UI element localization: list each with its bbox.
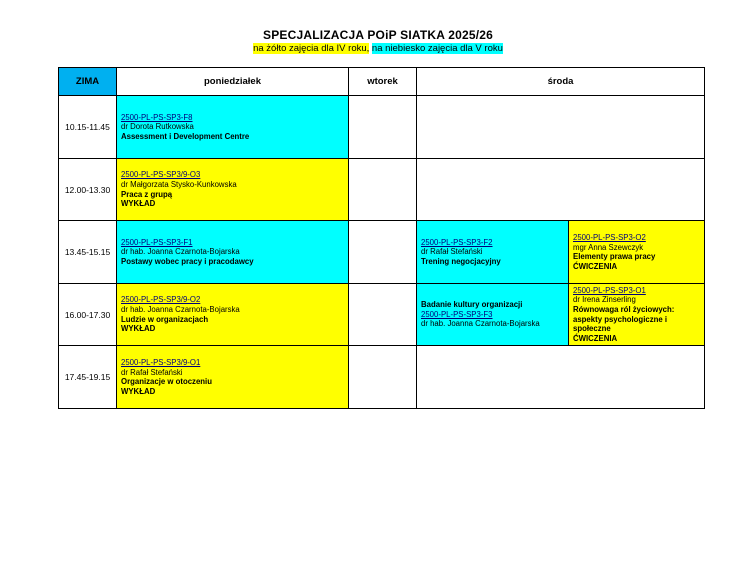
course-code-link[interactable]: 2500-PL-PS-SP3-O2 xyxy=(573,232,646,242)
legend-year4: na żółto zajęcia dla IV roku, xyxy=(253,43,370,54)
time-row xyxy=(59,283,705,346)
class-cell xyxy=(117,221,349,284)
teacher-name: dr Małgorzata Stysko-Kunkowska xyxy=(121,179,237,189)
course-type: ĆWICZENIA xyxy=(573,333,618,343)
teacher-name: dr hab. Joanna Czarnota-Bojarska xyxy=(121,305,240,315)
time-slot: 13.45-15.15 xyxy=(59,221,117,284)
day-header: środa xyxy=(417,68,705,96)
time-slot: 12.00-13.30 xyxy=(59,158,117,221)
class-cell xyxy=(117,96,349,159)
empty-cell xyxy=(349,96,417,159)
class-cell xyxy=(569,283,705,346)
course-code-link[interactable]: 2500-PL-PS-SP3-F3 xyxy=(421,309,493,319)
teacher-name: dr Irena Zinserling xyxy=(573,295,636,305)
empty-cell xyxy=(349,158,417,221)
teacher-name: dr hab. Joanna Czarnota-Bojarska xyxy=(121,247,240,257)
course-code-link[interactable]: 2500-PL-PS-SP3-F8 xyxy=(121,112,193,122)
course-title: Assessment i Development Centre xyxy=(121,131,250,141)
corner-cell: ZIMA xyxy=(59,68,117,96)
legend xyxy=(0,43,756,55)
time-row xyxy=(59,96,705,159)
course-code-link[interactable]: 2500-PL-PS-SP3-F1 xyxy=(121,237,193,247)
time-row xyxy=(59,158,705,221)
class-cell xyxy=(117,346,349,409)
course-type: WYKŁAD xyxy=(121,199,156,209)
legend-year5: na niebiesko zajęcia dla V roku xyxy=(371,43,503,54)
teacher-name: dr Dorota Rutkowska xyxy=(121,122,194,132)
course-title: Równowaga ról życiowych: aspekty psychologiczne i społeczne xyxy=(573,305,675,334)
course-type: WYKŁAD xyxy=(121,324,156,334)
empty-cell xyxy=(349,221,417,284)
course-code-link[interactable]: 2500-PL-PS-SP3-F2 xyxy=(421,237,493,247)
course-title: Postawy wobec pracy i pracodawcy xyxy=(121,256,254,266)
course-code-link[interactable]: 2500-PL-PS-SP3/9-O1 xyxy=(121,358,201,368)
course-code-link[interactable]: 2500-PL-PS-SP3-O1 xyxy=(573,285,646,295)
empty-cell xyxy=(349,346,417,409)
course-type: ĆWICZENIA xyxy=(573,261,618,271)
time-row xyxy=(59,346,705,409)
time-slot: 16.00-17.30 xyxy=(59,283,117,346)
empty-cell xyxy=(417,346,705,409)
course-title: Organizacje w otoczeniu xyxy=(121,377,212,387)
time-slot: 10.15-11.45 xyxy=(59,96,117,159)
course-title: Badanie kultury organizacji xyxy=(421,300,523,310)
empty-cell xyxy=(417,96,705,159)
time-slot: 17.45-19.15 xyxy=(59,346,117,409)
course-title: Ludzie w organizacjach xyxy=(121,314,209,324)
course-title: Praca z grupą xyxy=(121,189,173,199)
teacher-name: dr hab. Joanna Czarnota-Bojarska xyxy=(421,319,540,329)
page-title: SPECJALIZACJA POiP SIATKA 2025/26 xyxy=(262,28,493,42)
class-cell xyxy=(117,158,349,221)
teacher-name: dr Rafał Stefański xyxy=(421,247,483,257)
day-header: poniedziałek xyxy=(117,68,349,96)
course-title: Elementy prawa pracy xyxy=(573,252,656,262)
empty-cell xyxy=(349,283,417,346)
class-cell xyxy=(117,283,349,346)
class-cell xyxy=(569,221,705,284)
course-type: WYKŁAD xyxy=(121,386,156,396)
header-row xyxy=(59,68,705,96)
course-code-link[interactable]: 2500-PL-PS-SP3/9-O3 xyxy=(121,170,201,180)
empty-cell xyxy=(417,158,705,221)
time-row xyxy=(59,221,705,284)
class-cell xyxy=(417,221,569,284)
course-code-link[interactable]: 2500-PL-PS-SP3/9-O2 xyxy=(121,295,201,305)
day-header: wtorek xyxy=(349,68,417,96)
class-cell xyxy=(417,283,569,346)
schedule-table xyxy=(58,67,705,409)
course-title: Trening negocjacyjny xyxy=(421,256,501,266)
teacher-name: mgr Anna Szewczyk xyxy=(573,242,644,252)
teacher-name: dr Rafał Stefański xyxy=(121,367,183,377)
